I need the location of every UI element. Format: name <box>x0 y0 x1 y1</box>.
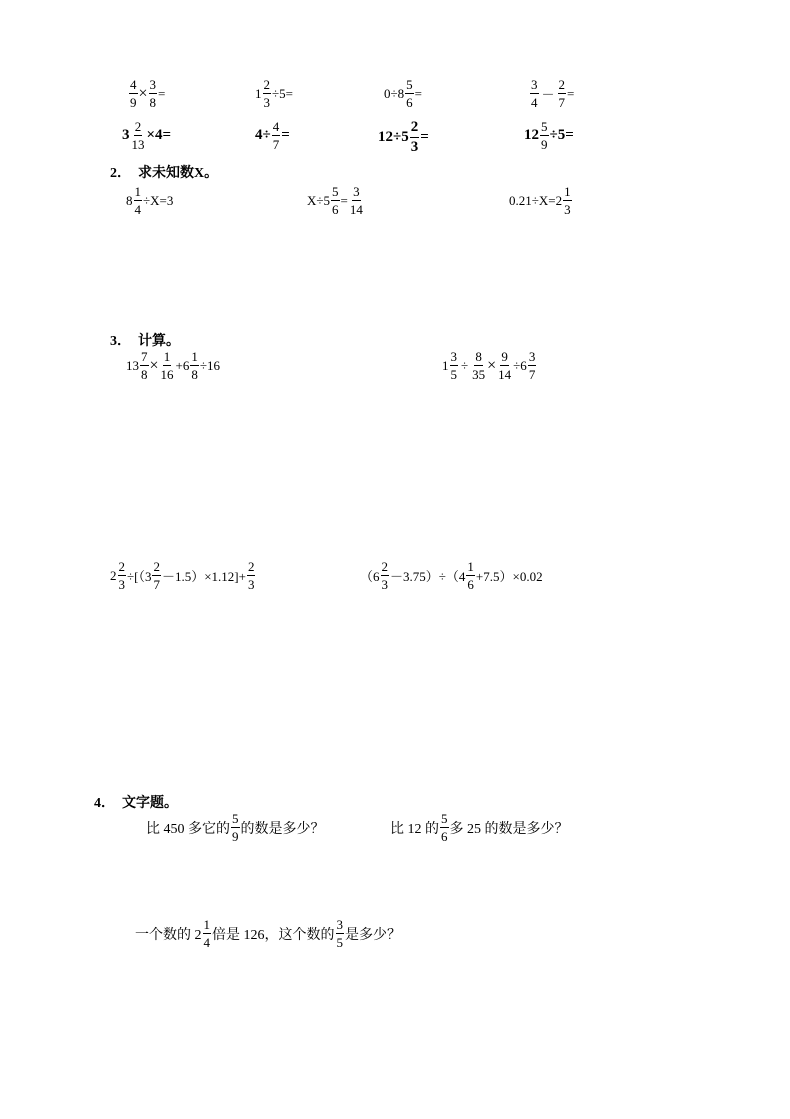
section-2-heading: 2． 求未知数X。 <box>110 166 219 181</box>
fraction: $\frac{5}{6}$ <box>406 77 413 110</box>
section-3-heading: 3． 计算。 <box>110 334 180 349</box>
fraction: 2 3 <box>381 559 389 592</box>
fraction: $\frac{2}{7}$ <box>558 77 566 110</box>
problem-1-8: 12 $\frac{5}{9}$ ÷5= <box>524 119 574 152</box>
fraction: $\frac{4}{9}$ <box>130 77 137 110</box>
expression-3-2: 1 $\frac{3}{5}$ ÷ $\frac{8}{35}$ × $\frac{9}{14}$ ÷6 3 7 <box>442 349 536 382</box>
fraction: $\frac{2}{3}$ <box>263 77 270 110</box>
fraction: $\frac{9}{14}$ <box>498 349 512 382</box>
problem-1-3: 0÷8 $\frac{5}{6}$ = <box>384 77 422 110</box>
fraction: $\frac{1}{8}$ <box>191 349 198 382</box>
fraction: 2 7 <box>153 559 160 592</box>
fraction: 1 4 <box>203 917 210 950</box>
fraction: $\frac{2}{13}$ <box>131 119 145 152</box>
fraction: 5 9 <box>232 811 239 844</box>
fraction: 1 3 <box>564 184 571 217</box>
fraction: $\frac{2}{3}$ <box>247 559 255 592</box>
problem-1-2: 1 $\frac{2}{3}$ ÷5= <box>255 77 293 110</box>
fraction: $\frac{1}{4}$ <box>134 184 141 217</box>
word-problem-2: 比 12 的 5 6 多 25 的数是多少？ <box>390 811 569 844</box>
fraction: $\frac{3}{14}$ <box>349 184 363 217</box>
fraction: 3 4 <box>531 77 538 110</box>
equation-2-1: 8 $\frac{1}{4}$ ÷X=3 <box>126 184 174 217</box>
word-problem-1: 比 450 多它的 5 9 的数是多少？ <box>146 811 325 844</box>
equation-2-3: 0.21÷X=2 1 3 <box>509 184 571 217</box>
fraction: $\frac{1}{16}$ <box>160 349 174 382</box>
problem-1-1: $\frac{4}{9}$ × $\frac{3}{8}$ = <box>130 77 166 110</box>
section-4-heading: 4． 文字题。 <box>94 796 178 811</box>
fraction: $\frac{2}{3}$ <box>410 119 419 155</box>
expression-3-4: （6 2 3 －3.75）÷（4 1 6 +7.5）×0.02 <box>360 559 543 592</box>
fraction: $\frac{5}{6}$ <box>332 184 339 217</box>
fraction: $\frac{3}{8}$ <box>149 77 157 110</box>
equation-2-2: X÷5 $\frac{5}{6}$ = $\frac{3}{14}$ <box>307 184 363 217</box>
fraction: 3 5 <box>336 917 343 950</box>
fraction: 3 7 <box>528 349 536 382</box>
word-problem-3: 一个数的 2 1 4 倍是 126，这个数的 3 5 是多少？ <box>135 917 401 950</box>
fraction: $\frac{3}{5}$ <box>450 349 457 382</box>
fraction: $\frac{5}{9}$ <box>541 119 548 152</box>
problem-1-7: 12÷5 $\frac{2}{3}$ = <box>378 119 429 155</box>
fraction: 1 6 <box>467 559 474 592</box>
problem-1-4: 3 4 － $\frac{2}{7}$ = <box>531 77 575 110</box>
problem-1-5: 3 $\frac{2}{13}$ ×4= <box>122 119 172 152</box>
fraction: $\frac{4}{7}$ <box>272 119 280 152</box>
problem-1-6: 4÷ $\frac{4}{7}$ = <box>255 119 290 152</box>
fraction: $\frac{2}{3}$ <box>118 559 125 592</box>
fraction: 5 6 <box>441 811 448 844</box>
fraction: $\frac{8}{35}$ <box>472 349 486 382</box>
expression-3-3: 2 $\frac{2}{3}$ ÷[（3 2 7 －1.5）×1.12]+ $\frac{2}{3}$ <box>110 559 255 592</box>
expression-3-1: 13 $\frac{7}{8}$ × $\frac{1}{16}$ +6 $\frac{1}{8}$ ÷16 <box>126 349 221 382</box>
fraction: $\frac{7}{8}$ <box>141 349 148 382</box>
